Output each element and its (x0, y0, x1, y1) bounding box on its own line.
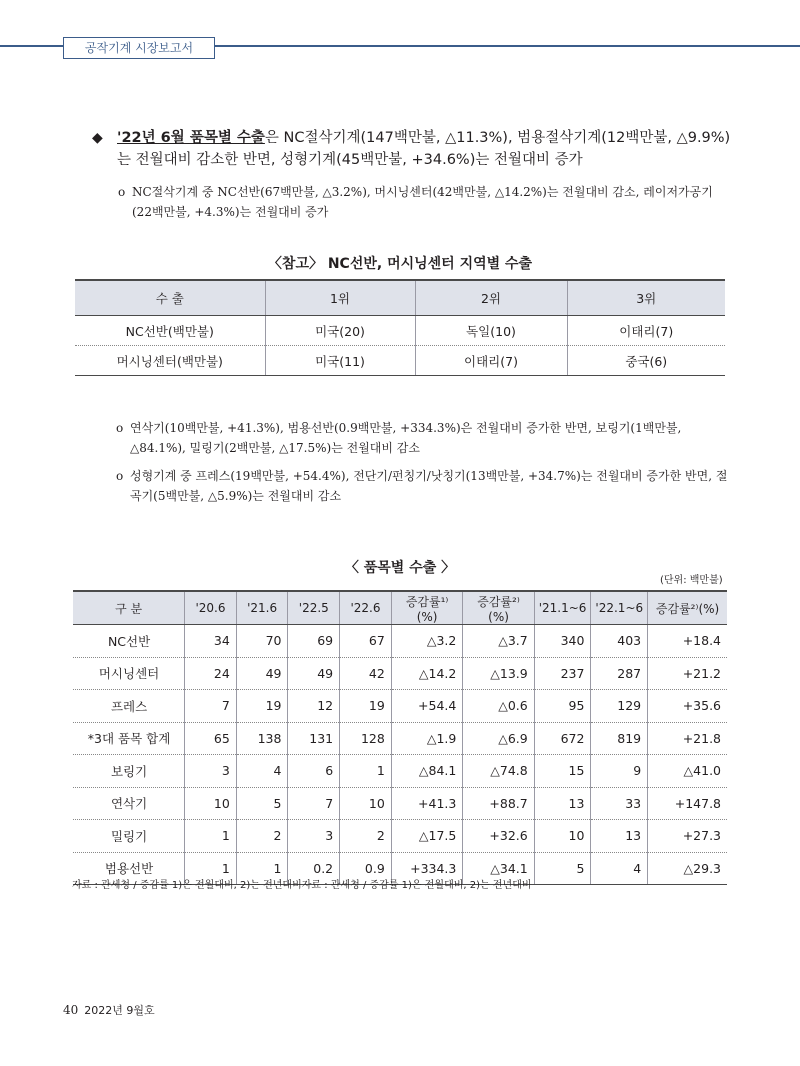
table-cell: 1 (185, 820, 237, 853)
table-cell: +21.8 (648, 722, 727, 755)
table-cell: 129 (591, 690, 648, 723)
table-cell: 미국(20) (265, 316, 415, 346)
table-cell: 287 (591, 657, 648, 690)
header-cell: '21.6 (236, 591, 288, 625)
table-cell: +147.8 (648, 787, 727, 820)
source-note: 자료 : 관세청 / 증감률 1)은 전월대비, 2)는 전년대비자료 : 관세청 / 증감률 1)은 전월대비, 2)는 전년대비 (72, 880, 532, 891)
table-cell: +18.4 (648, 625, 727, 658)
ref-table-title: 〈참고〉 NC선반, 머시닝센터 지역별 수출 (267, 256, 533, 272)
table-cell: +41.3 (391, 787, 463, 820)
ref-table-header (75, 280, 725, 316)
table-cell: △13.9 (463, 657, 534, 690)
table-cell: 49 (288, 657, 340, 690)
sub-bullet-1 (118, 182, 728, 222)
table-cell: 34 (185, 625, 237, 658)
unit-label: (단위: 백만불) (660, 575, 723, 586)
header-cell: '22.6 (340, 591, 392, 625)
circle-bullet-icon: o (118, 185, 126, 199)
table-row (73, 690, 727, 723)
table-cell: △84.1 (391, 755, 463, 788)
header-cell: 증감률²⁾(%) (463, 591, 534, 625)
ref-table (75, 279, 725, 376)
ref-header-cell: 수 출 (75, 280, 265, 316)
table-cell: 10 (534, 820, 591, 853)
main-table (73, 590, 727, 885)
table-cell: 49 (236, 657, 288, 690)
table-cell: +54.4 (391, 690, 463, 723)
table-cell: 0.2 (288, 852, 340, 885)
table-cell: 1 (340, 755, 392, 788)
table-cell: △6.9 (463, 722, 534, 755)
table-cell: 69 (288, 625, 340, 658)
table-cell: 이태리(7) (567, 316, 725, 346)
header-cell: '22.5 (288, 591, 340, 625)
issue-label: 2022년 9월호 (84, 1004, 155, 1017)
circle-bullet-icon: o (116, 421, 124, 435)
footer (63, 1002, 155, 1018)
table-cell: △74.8 (463, 755, 534, 788)
table-cell: 0.9 (340, 852, 392, 885)
table-row (73, 820, 727, 853)
main-table-header (73, 591, 727, 625)
row-label: NC선반 (73, 625, 185, 658)
table-cell: 138 (236, 722, 288, 755)
table-cell: △3.7 (463, 625, 534, 658)
row-label: 보링기 (73, 755, 185, 788)
table-cell: 중국(6) (567, 346, 725, 376)
table-cell: 머시닝센터(백만불) (75, 346, 265, 376)
sub-bullet-3-text: 성형기계 중 프레스(19백만불, +54.4%), 전단기/펀칭기/낫칭기(13백만불, +34.7%)는 전월대비 증가한 반면, 절곡기(5백만불, △5.9%)는 전월대비 감소 (130, 469, 728, 503)
table-cell: 13 (534, 787, 591, 820)
table-cell: 24 (185, 657, 237, 690)
table-cell: 이태리(7) (415, 346, 567, 376)
row-label: 연삭기 (73, 787, 185, 820)
table-cell: 1 (236, 852, 288, 885)
table-cell: △3.2 (391, 625, 463, 658)
table-row (73, 755, 727, 788)
table-cell: 33 (591, 787, 648, 820)
header-tab: 공작기계 시장보고서 (63, 37, 215, 59)
table-cell: 819 (591, 722, 648, 755)
header-cell: 구 분 (73, 591, 185, 625)
table-cell: 128 (340, 722, 392, 755)
row-label: 범용선반 (73, 852, 185, 885)
header-cell: '20.6 (185, 591, 237, 625)
table-cell: 10 (340, 787, 392, 820)
table-cell: 10 (185, 787, 237, 820)
table-cell: 미국(11) (265, 346, 415, 376)
diamond-bullet-icon: ◆ (92, 130, 103, 146)
table-cell: △41.0 (648, 755, 727, 788)
sub-bullet-3 (116, 466, 728, 506)
table-cell: NC선반(백만불) (75, 316, 265, 346)
header-cell: '21.1~6 (534, 591, 591, 625)
table-row (73, 657, 727, 690)
page-number: 40 (63, 1003, 79, 1017)
table-cell: 403 (591, 625, 648, 658)
table-cell: 7 (185, 690, 237, 723)
table-cell: 7 (288, 787, 340, 820)
table-cell: 4 (236, 755, 288, 788)
row-label: 머시닝센터 (73, 657, 185, 690)
row-label: 밀링기 (73, 820, 185, 853)
table-row (75, 346, 725, 376)
table-cell: +35.6 (648, 690, 727, 723)
table-cell: 2 (340, 820, 392, 853)
ref-header-cell: 3위 (567, 280, 725, 316)
ref-header-cell: 1위 (265, 280, 415, 316)
row-label: 프레스 (73, 690, 185, 723)
table-row (73, 722, 727, 755)
circle-bullet-icon: o (116, 469, 124, 483)
table-cell: 4 (591, 852, 648, 885)
table-cell: +27.3 (648, 820, 727, 853)
table-cell: △34.1 (463, 852, 534, 885)
table-cell: 237 (534, 657, 591, 690)
table-cell: 131 (288, 722, 340, 755)
table-cell: 19 (236, 690, 288, 723)
table-cell: 672 (534, 722, 591, 755)
sub-bullet-1-text: NC절삭기계 중 NC선반(67백만불, △3.2%), 머시닝센터(42백만불, △14.2%)는 전월대비 감소, 레이저가공기(22백만불, +4.3%)는 전월대비 증가 (132, 185, 713, 219)
table-cell: 6 (288, 755, 340, 788)
sub-bullet-2-text: 연삭기(10백만불, +41.3%), 범용선반(0.9백만불, +334.3%)은 전월대비 증가한 반면, 보링기(1백만불, △84.1%), 밀링기(2백만불, △17.5%)는 전월대비 감소 (130, 421, 682, 455)
table-cell: 3 (288, 820, 340, 853)
ref-header-cell: 2위 (415, 280, 567, 316)
table-cell: △14.2 (391, 657, 463, 690)
sub-bullet-2 (116, 418, 728, 458)
table-cell: +88.7 (463, 787, 534, 820)
table-cell: 15 (534, 755, 591, 788)
table-cell: 19 (340, 690, 392, 723)
table-cell: 67 (340, 625, 392, 658)
table-cell: 9 (591, 755, 648, 788)
table-cell: △0.6 (463, 690, 534, 723)
bullet-lead: '22년 6월 품목별 수출 (117, 130, 265, 146)
table-cell: 13 (591, 820, 648, 853)
table-cell: +334.3 (391, 852, 463, 885)
table-cell: △29.3 (648, 852, 727, 885)
table-cell: 65 (185, 722, 237, 755)
table-cell: △17.5 (391, 820, 463, 853)
table-cell: △1.9 (391, 722, 463, 755)
table-cell: 5 (236, 787, 288, 820)
table-cell: +32.6 (463, 820, 534, 853)
table-row (73, 625, 727, 658)
table-row (75, 316, 725, 346)
header-cell: '22.1~6 (591, 591, 648, 625)
row-label: *3대 품목 합계 (73, 722, 185, 755)
table-cell: 3 (185, 755, 237, 788)
table-cell: 독일(10) (415, 316, 567, 346)
table-cell: 340 (534, 625, 591, 658)
table-cell: +21.2 (648, 657, 727, 690)
header-cell: 증감률²⁾(%) (648, 591, 727, 625)
main-table-title: 〈 품목별 수출 〉 (344, 560, 456, 576)
table-row (73, 787, 727, 820)
bullet-text: 은 NC절삭기계(147백만불, △11.3%), 범용절삭기계(12백만불, △9.9%)는 전월대비 감소한 반면, 성형기계(45백만불, +34.6%)는 전월대비 증가 (117, 130, 731, 168)
header-cell: 증감률¹⁾(%) (391, 591, 463, 625)
table-cell: 5 (534, 852, 591, 885)
table-cell: 2 (236, 820, 288, 853)
main-bullet (92, 127, 732, 171)
table-cell: 1 (185, 852, 237, 885)
table-cell: 70 (236, 625, 288, 658)
table-cell: 12 (288, 690, 340, 723)
table-cell: 42 (340, 657, 392, 690)
table-cell: 95 (534, 690, 591, 723)
